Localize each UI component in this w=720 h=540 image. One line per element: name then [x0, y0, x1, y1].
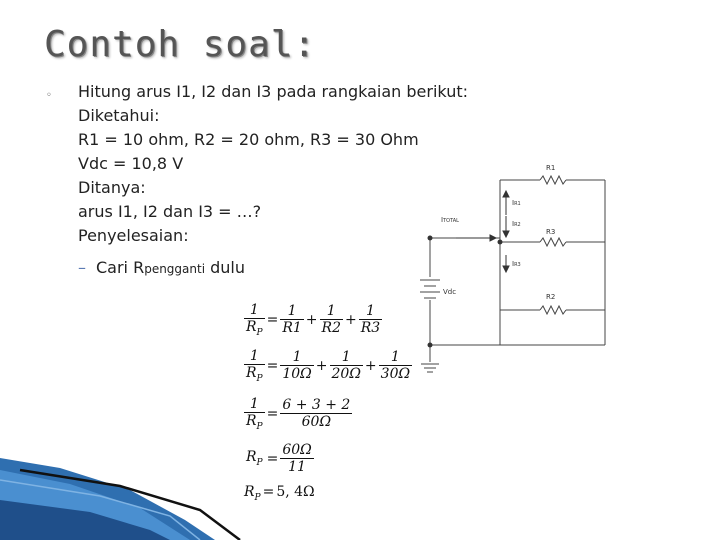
known-heading: Diketahui:	[78, 106, 160, 125]
resistor-r1	[540, 176, 566, 184]
label-ir1: IR1	[512, 199, 521, 207]
equation-4: $R_P$ = $\frac{60\Omega}{11}$	[246, 442, 312, 475]
asked-text: arus I1, I2 dan I3 = …?	[78, 202, 262, 221]
resistor-r3	[540, 238, 566, 246]
label-itotal: ITOTAL	[441, 216, 459, 224]
bullet-marker: ◦	[46, 90, 52, 101]
equation-2: $\frac{1}{R_P}$ = $\frac{1}{10\Omega}$ + $\frac{1}{20\Omega}$ + $\frac{1}{30\Omega}$	[246, 348, 411, 384]
equation-1: $\frac{1}{R_P}$ = $\frac{1}{R1}$ + $\frac{1}{R2}$ + $\frac{1}{R3}$	[246, 302, 381, 338]
label-r2: R2	[546, 293, 556, 301]
label-vdc: Vdc	[443, 288, 457, 296]
voltage-value: Vdc = 10,8 V	[78, 154, 184, 173]
label-ir3: IR3	[512, 260, 521, 268]
question-line: Hitung arus I1, I2 dan I3 pada rangkaian berikut:	[78, 82, 468, 101]
dash-marker: –	[78, 258, 86, 277]
step-text: Cari R	[96, 258, 145, 277]
equation-5: $R_P = 5$, 4Ω	[244, 484, 315, 503]
equation-3: $\frac{1}{R_P}$ = $\frac{6 + 3 + 2}{60\Omega}$	[246, 396, 351, 432]
label-r3: R3	[546, 228, 556, 236]
asked-heading: Ditanya:	[78, 178, 146, 197]
itotal-arrow	[490, 235, 496, 241]
label-r1: R1	[546, 164, 556, 172]
step-subscript: pengganti	[144, 262, 206, 276]
label-ir2: IR2	[512, 220, 521, 228]
resistor-values: R1 = 10 ohm, R2 = 20 ohm, R3 = 30 Ohm	[78, 130, 419, 149]
ir1-arrow	[503, 191, 509, 197]
ir3-arrow	[503, 266, 509, 272]
step-text-end: dulu	[205, 258, 246, 277]
solution-heading: Penyelesaian:	[78, 226, 189, 245]
slide-title: Contoh soal:	[44, 24, 317, 65]
ir2-arrow	[503, 231, 509, 237]
resistor-r2	[540, 306, 566, 314]
decorative-swoosh	[0, 458, 240, 540]
